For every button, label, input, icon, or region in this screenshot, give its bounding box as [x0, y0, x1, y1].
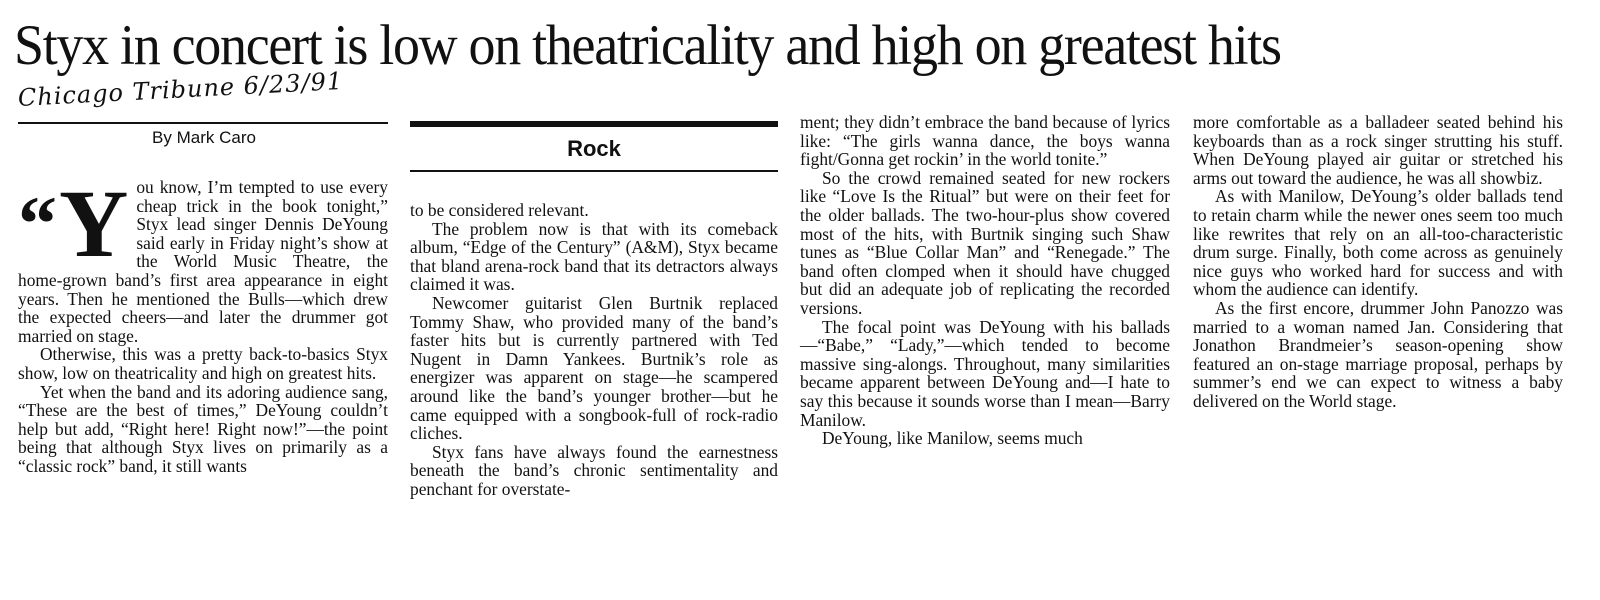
byline: By Mark Caro [152, 128, 256, 147]
paragraph: The focal point was DeYoung with his ballads—“Babe,” “Lady,”—which tended to become massive sing-alongs. Throughout, many similarities became apparent between DeYoung and—I hate to say this because it sounds worse than I mean—Barry Manilow. [800, 316, 1170, 430]
paragraph: So the crowd remained seated for new rockers like “Love Is the Ritual” but were on their feet for the older ballads. The two-hour-plus show covered most of the hits, with Burtnik singing such Shaw tunes as “Blue Collar Man” and “Renegade.” The band often clomped when it should have chugged but did an adequate job of replicating the recorded versions. [800, 167, 1170, 318]
section-kicker: Rock [567, 136, 621, 161]
kicker-bottom-rule [410, 170, 778, 172]
article-column-4 [1193, 113, 1563, 411]
paragraph: Otherwise, this was a pretty back-to-basics Styx show, low on theatricality and high on greatest hits. [18, 344, 388, 383]
handwritten-source-note: Chicago Tribune 6/23/91 [17, 66, 344, 112]
paragraph: Newcomer guitarist Glen Burtnik replaced Tommy Shaw, who provided many of the band’s faster hits but is currently partnered with Ted Nugent in Damn Yankees. Burtnik’s role as energizer was apparent on stage—he scampered around like the band’s younger brother—but he came equipped with a songbook-full of rock-radio cliches. [410, 292, 778, 444]
paragraph: As with Manilow, DeYoung’s older ballads tend to retain charm while the newer ones seem too much like rewrites that rely on an all-too-characteristic drum surge. Finally, both come across as genuinely nice guys who worked hard for success and with whom the audience can identify. [1193, 186, 1563, 300]
paragraph: As the first encore, drummer John Panozzo was married to a woman named Jan. Considering that Jonathon Brandmeier’s season-opening show featured an on-stage marriage proposal, perhaps by summer’s end we can expect to witness a baby delivered on the World stage. [1193, 297, 1563, 411]
article-column-2 [410, 201, 778, 499]
paragraph: DeYoung, like Manilow, seems much [822, 428, 1083, 449]
paragraph: ment; they didn’t embrace the band because of lyrics like: “The girls wanna dance, the boys wanna fight/Gonna get rockin’ in the world tonite.” [800, 112, 1170, 170]
kicker-rule [410, 121, 778, 127]
paragraph: Styx fans have always found the earnestness beneath the band’s chronic sentimentality and penchant for overstate- [410, 441, 778, 499]
paragraph: more comfortable as a balladeer seated behind his keyboards than as a rock singer strutting his stuff. When DeYoung played air guitar or stretched his arms out toward the audience, he was all showbiz. [1193, 112, 1563, 188]
paragraph: to be considered relevant. [410, 200, 589, 220]
headline: Styx in concert is low on theatricality and high on greatest hits [14, 13, 1281, 77]
paragraph: The problem now is that with its comeback album, “Edge of the Century” (A&M), Styx became that bland arena-rock band that its detractors always claimed it was. [410, 218, 778, 295]
byline-rule [18, 122, 388, 124]
drop-cap: “Y [18, 170, 129, 277]
article-column-1 [18, 170, 388, 476]
paragraph: “Y ou know, I’m tempted to use every cheap trick in the book tonight,” Styx lead singer Dennis DeYoung said early in Friday night’s show at the World Music Theatre, the home-grown band’s first area appearance in eight years. Then he mentioned the Bulls—which drew the expected cheers—and later the drummer got married on stage. [18, 170, 388, 346]
paragraph: Yet when the band and its adoring audience sang, “These are the best of times,” DeYoung couldn’t help but add, “Right here! Right now!”—the point being that although Styx lives on primarily as a “classic rock” band, it still wants [18, 381, 388, 476]
article-column-3 [800, 113, 1170, 448]
